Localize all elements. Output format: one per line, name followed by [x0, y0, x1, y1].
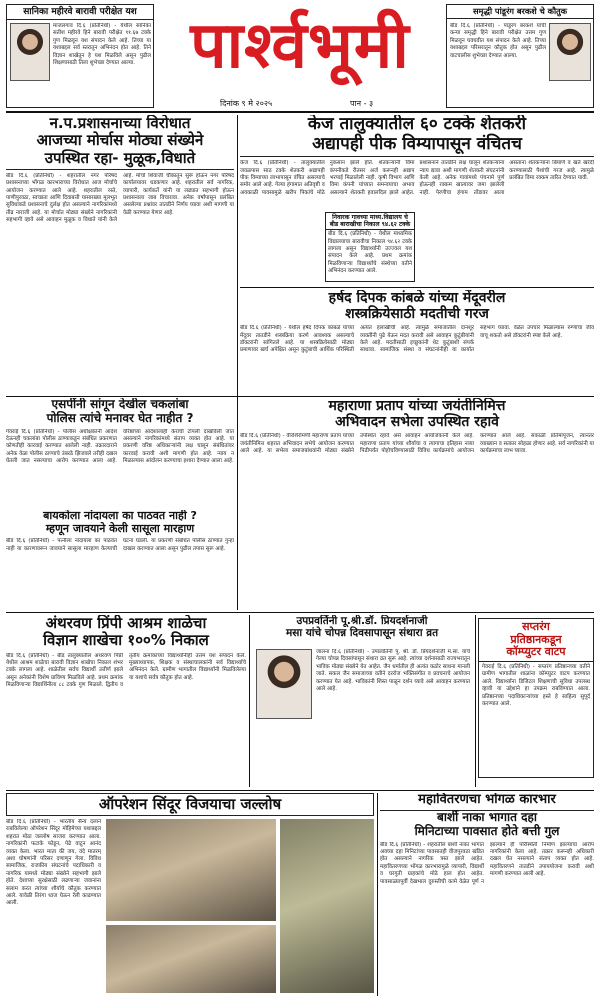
- article-sindoor: [6, 793, 374, 996]
- np-title-3: उपस्थित रहा- मुळूक,विधाते: [6, 150, 234, 170]
- married-title-1: बायकोला नांदायला का पाठवत नाही ?: [43, 510, 197, 522]
- result-text: बीड दि.६ (प्रतिनिधी) - येथील माध्यमिक विद्यालयाचा बारावीचा निकाल ९४.६२ टक्के लागला असून विद्यार्थ्यांनी उज्ज्वल यश संपादन केले आहे. प्रथम क्रमांक मिळविणाऱ्या विद्यार्थ्यांचे संस्थेच्या वतीने अभिनंदन करण्यात आले.: [328, 231, 412, 275]
- maharana-title-2: अभिवादन सभेला उपस्थित रहावे: [335, 414, 499, 431]
- left-news-box: [6, 4, 154, 108]
- np-text: बीड दि.६ (प्रतिनिधी) - शहरातील नगर परिषद प्रशासनाच्या भोंगळ कारभाराच्या विरोधात आज मोर्चाचे आयोजन करण्यात आले आहे. शहरातील रस्ते, पाणीपुरवठा, स्वच्छता आणि दिवाबत्ती यासारख्या मूलभूत सुविधांकडे प्रशासनाचे दुर्लक्ष होत असल्याने नागरिकांमध्ये तीव्र नाराजी आहे. या मोर्चात मोठ्या संख्येने नागरिकांनी सहभागी व्हावे असे आवाहन मुळूक व विधाते यांनी केले आहे. मोर्चा शिवाजी चौकातून सुरू होऊन नगर परिषद कार्यालयावर धडकणार आहे. शहरातील सर्व नागरिक, व्यापारी, कार्यकर्ते यांनी या लढ्यात सहभागी होऊन प्रशासनाला जाब विचारावा. अनेक वर्षांपासून प्रलंबित असलेल्या प्रश्नांवर तातडीने निर्णय घ्यावा अशी मागणी या वेळी करण्यात येणार आहे.: [6, 172, 234, 224]
- celebration-photo-2: [106, 925, 276, 993]
- married-title-2: म्हणून जावयाने केली सासूला मारहाण: [45, 521, 195, 535]
- mahavitaran-title-1: महावितरणचा भोंगळ कारभार: [380, 793, 594, 811]
- ashram-text: बीड दि.६ (प्रतिनिधी) - बीड तालुक्यातील अंथरवण पिंप्री येथील आश्रम शाळेचा बारावी विज्ञान शाखेचा निकाल शंभर टक्के लागला आहे. शाळेतील सर्वच विद्यार्थी उत्तीर्ण झाले असून अनेकांनी विशेष प्राविण्य मिळविले आहे. प्रथम क्रमांक मिळविणाऱ्या विद्यार्थिनीला ८८ टक्के गुण मिळाले. द्वितीय व तृतीय क्रमांकाच्या विद्यार्थ्यांनीही उत्तम यश संपादन केले. मुख्याध्यापक, शिक्षक व संस्थाचालकांनी सर्व विद्यार्थ्यांचे अभिनंदन केले. ग्रामीण भागातील विद्यार्थ्यांनी मिळविलेल्या या यशाचे सर्वत्र कौतुक होत आहे.: [6, 652, 246, 689]
- result-box: [325, 212, 415, 282]
- result-title: निवारक गावच्या माध्य.विद्यालय चे बीड बाराखीचा निकाल ९४.६२ टक्के: [326, 213, 414, 230]
- article-computer: [478, 618, 594, 778]
- student-photo: [10, 23, 50, 81]
- student-photo-right: [549, 23, 591, 81]
- maharana-title-1: महाराणा प्रताप यांच्या जयंतीनिमित्त: [328, 398, 506, 414]
- computer-title-1: सप्तरंग: [522, 620, 550, 633]
- kamble-text: बीड दि.६ (प्रतिनिधी) - येथील हर्षद दिपक कांबळे यांच्या मेंदूवर तातडीने शस्त्रक्रिया करणे आवश्यक असल्याचे डॉक्टरांनी सांगितले आहे. या शस्त्रक्रियेसाठी मोठ्या प्रमाणावर खर्च अपेक्षित असून कुटुंबाची आर्थिक परिस्थिती अत्यंत हलाखीची आहे. त्यामुळे समाजातील दानशूर व्यक्तींनी पुढे येऊन मदत करावी असे आवाहन कुटुंबीयांनी केले आहे. मदतीसाठी इच्छुकांनी थेट कुटुंबाशी संपर्क साधावा. सामाजिक संस्था व संघटनांनीही या कार्यात सहभाग घ्यावा. वेळेत उपचार मिळाल्यास रुग्णाचा जीव वाचू शकतो असे डॉक्टरांनी स्पष्ट केले आहे.: [240, 325, 594, 354]
- issue-date: दिनांक ९ मे २०२५: [220, 99, 273, 108]
- kej-title-2: अद्यापही पीक विम्यापासून वंचितच: [240, 135, 594, 158]
- santhara-text: जालना दि.६ (प्रतिनिधी) - उपप्रवर्तिनी पू. श्री. डॉ. प्रियदर्शनाजी म.सा. यांचे गेल्या चोपन्न दिवसांपासून संथारा व्रत सुरू आहे. त्यांच्या दर्शनासाठी राज्यभरातून भाविक मोठ्या संख्येने येत आहेत. जैन धर्मातील ही अत्यंत कठोर साधना मानली जाते. सकल जैन समाजाच्या वतीने दररोज भक्तिसंगीत व प्रवचनाचे आयोजन करण्यात येत आहे. भाविकांनी शिस्त पाळून दर्शन घ्यावे असे आवाहन करण्यात आले आहे.: [316, 649, 470, 693]
- article-ashram: [6, 615, 246, 785]
- sindoor-text: बीड दि.६ (प्रतिनिधी) - भारतीय सैन्य दलाने राबविलेल्या ऑपरेशन सिंदूर मोहिमेच्या यशाबद्दल शहरात मोठा जल्लोष साजरा करण्यात आला. नागरिकांनी फटाके फोडून, पेढे वाटून आनंद व्यक्त केला. भारत माता की जय, वंदे मातरम् अशा घोषणांनी परिसर दणाणून गेला. विविध सामाजिक, राजकीय संघटनांचे पदाधिकारी व नागरिक यामध्ये मोठ्या संख्येने सहभागी झाले होते. देशाच्या सुरक्षेसाठी लढणाऱ्या जवानांना सलाम करत त्यांच्या शौर्याचे कौतुक करण्यात आले. यावेळी तिरंगा ध्वज घेऊन रॅली काढण्यात आली.: [6, 819, 101, 907]
- np-title-1: न.प.प्रशासनाच्या विरोधात: [49, 115, 191, 132]
- kamble-title-1: हर्षद दिपक कांबळे यांच्या मेंदूवरील: [328, 290, 506, 306]
- right-news-box: [446, 4, 594, 108]
- left-box-text: माजलगाव दि.६ (प्रतिनिधी) - येथील सानिका सतीश महीरवे हिने बारावी परीक्षेत ९१.६७ टक्के गुण मिळवून यश संपादन केले आहे. तिच्या या यशाबद्दल सर्व स्तरातून अभिनंदन होत आहे. तिने विज्ञान शाखेतून हे यश मिळविले असून पुढील शिक्षणासाठी तिला शुभेच्छा देण्यात आल्या.: [53, 23, 151, 67]
- sindoor-title: ऑपरेशन सिंदूर विजयाचा जल्लोष: [6, 793, 374, 816]
- computer-title-3: कॉम्प्युटर वाटप: [479, 646, 593, 662]
- article-mahavitaran: [380, 793, 594, 996]
- article-kamble: [240, 290, 594, 390]
- kamble-title-2: शस्त्रक्रियेसाठी मदतीची गरज: [345, 306, 489, 323]
- celebration-photo-1: [106, 819, 276, 921]
- article-maharana: [240, 398, 594, 548]
- mahavitaran-title-2: बार्शी नाका भागात दहा: [437, 809, 537, 824]
- ashram-title-2: विज्ञान शाखेचा १००% निकाल: [43, 631, 209, 650]
- article-police: [6, 398, 234, 508]
- computer-text: गेवराई दि.६ (प्रतिनिधी) - सप्तरंग प्रतिष्ठानच्या वतीने ग्रामीण भागातील शाळांना कॉम्प्युटर वाटप करण्यात आले. विद्यार्थ्यांना डिजिटल शिक्षणाची सुविधा उपलब्ध व्हावी या उद्देशाने हा उपक्रम राबविण्यात आला. प्रतिष्ठानच्या पदाधिकाऱ्यांच्या हस्ते हे साहित्य सुपूर्द करण्यात आले.: [482, 663, 590, 707]
- right-box-title: समृद्धी पांडूरंग बरकशे चे कौतुक: [447, 5, 593, 19]
- police-title-1: एसपींनी सांगून देखील चकलांबा: [51, 398, 189, 411]
- article-np: [6, 115, 234, 395]
- mahavitaran-text: बीड दि.६ (प्रतिनिधी) - शहरातील बार्शी नाका भागात अवघ्या दहा मिनिटांच्या पावसातही वीजपुरवठा खंडित होत असल्याने नागरिक त्रस्त झाले आहेत. महावितरणच्या भोंगळ कारभारामुळे व्यापारी, विद्यार्थी व घरगुती ग्राहकांचे मोठे हाल होत आहेत. पावसाळ्यापूर्वी देखभाल दुरुस्तीची कामे वेळेत पूर्ण न झाल्याने ही परिस्थिती निर्माण झाल्याचा आरोप नागरिकांनी केला आहे. तक्रार करूनही अधिकारी दखल घेत नसल्याने संताप व्यक्त होत आहे. महावितरणने तातडीने उपाययोजना करावी अशी मागणी करण्यात आली आहे.: [380, 841, 594, 885]
- kej-text: केज दि.६ (प्रतिनिधी) - तालुक्यातील जवळपास साठ टक्के शेतकरी अद्यापही पीक विम्याच्या लाभापासून वंचित असल्याचे समोर आले आहे. गेल्या हंगामात अतिवृष्टी व अवकाळी पावसामुळे खरीप पिकांचे मोठे नुकसान झाले होते. शेतकऱ्यांनी विमा कंपनीकडे रीतसर अर्ज करूनही अद्याप भरपाई मिळालेली नाही. कृषी विभाग आणि विमा कंपनी यांच्यात समन्वयाचा अभाव असल्याने शेतकरी हवालदिल झाले आहेत. प्रशासनाने तातडीने लक्ष घालून शेतकऱ्यांना न्याय द्यावा अशी मागणी शेतकरी संघटनांनी केली आहे. अनेक गावांमध्ये पंचनामे पूर्ण होऊनही रक्कम खात्यावर जमा झालेली नाही. पेरणीचा हंगाम तोंडावर आला असताना शेतकऱ्यांना बियाणे व खते खरेदी करण्यासाठी पैशांची गरज आहे. त्यामुळे प्रलंबित विमा रक्कम त्वरित देण्यात यावी.: [240, 160, 594, 196]
- article-kej: [240, 115, 594, 285]
- celebration-photo-3: [280, 819, 374, 993]
- santhara-photo: [256, 649, 312, 719]
- right-box-text: बीड दि.६ (प्रतिनिधी) - पांडूरंग बरकशे यांची कन्या समृद्धी हिने बारावी परीक्षेत उत्तम गुण मिळवून घवघवीत यश संपादन केले आहे. तिच्या यशाबद्दल परिसरातून कौतुक होत असून पुढील वाटचालीस शुभेच्छा देण्यात आल्या.: [450, 23, 546, 59]
- np-title-2: आजच्या मोर्चास मोठ्या संख्येने: [36, 131, 204, 150]
- page-number: पान - ३: [350, 99, 374, 108]
- married-text: बीड दि.६ (प्रतिनिधी) - पत्नीला नांदायला का पाठवत नाही या कारणावरून जावयाने सासूला मारहाण केल्याची घटना घडली. या प्रकरणी संबंधित पोलीस ठाण्यात गुन्हा दाखल करण्यात आला असून पुढील तपास सुरू आहे.: [6, 538, 234, 552]
- santhara-title-2: मसा यांचे चोपन्न दिवसापासून संथारा व्रत: [285, 627, 439, 640]
- police-title-2: पोलिस त्यांचे मनावर घेत नाहीत ?: [46, 410, 194, 425]
- masthead: [160, 0, 440, 96]
- computer-title-2: प्रतिष्ठानकडून: [510, 632, 562, 646]
- dateline: [160, 96, 440, 110]
- police-text: गेवराई दि.६ (प्रतिनिधी) - पोलीस अधीक्षकांनी आदेश देऊनही चकलांबा पोलीस ठाण्याकडून संबंधित प्रकरणात कोणतीही कारवाई करण्यात आलेली नाही. तक्रारदाराने अनेक वेळा पोलीस ठाण्याचे उंबरठे झिजवले तरीही दखल घेतली जात नसल्याचा आरोप करण्यात आला आहे. वरिष्ठांच्या आदेशालाही केराची टोपली दाखविली जात असल्याने नागरिकांमध्ये संताप व्यक्त होत आहे. या प्रकरणी वरिष्ठ अधिकाऱ्यांनी लक्ष घालून संबंधितांवर कारवाई करावी अशी मागणी होत आहे. न्याय न मिळाल्यास आंदोलन करण्याचा इशारा देण्यात आला आहे.: [6, 428, 234, 465]
- left-box-title: सानिका महीरवे बारावी परीक्षेत यश: [7, 5, 153, 20]
- kej-title-1: केज तालुक्यातील ६० टक्के शेतकरी: [307, 115, 527, 134]
- ashram-title-1: अंथरवण प्रिंपी आश्रम शाळेचा: [45, 615, 207, 632]
- maharana-text: बीड दि.६ (प्रतिनिधी) - वीरशिरोमणी महाराणा प्रताप यांच्या जयंतीनिमित्त शहरात अभिवादन सभेचे आयोजन करण्यात आले आहे. या सभेला समाजबांधवांनी मोठ्या संख्येने उपस्थित रहावे असे आवाहन आयोजकांनी केले आहे. महाराणा प्रताप यांच्या शौर्याचा व त्यागाचा इतिहास नव्या पिढीपर्यंत पोहोचविण्यासाठी विविध कार्यक्रमांचे आयोजन करण्यात आले आहे. सकाळी प्रतिमापूजन, त्यानंतर व्याख्यान व सत्कार सोहळा होणार आहे. सर्व नागरिकांनी या कार्यक्रमाचा लाभ घ्यावा.: [240, 433, 594, 454]
- article-santhara: [252, 615, 472, 785]
- santhara-title-1: उपप्रवर्तिनी पू.श्री.डॉ. प्रियदर्शनाजी: [296, 615, 428, 627]
- mahavitaran-title-3: मिनिटाच्या पावसात होते बत्ती गुल: [414, 823, 560, 838]
- masthead-title: पार्श्वभूमी: [190, 8, 410, 83]
- article-married: [6, 510, 234, 610]
